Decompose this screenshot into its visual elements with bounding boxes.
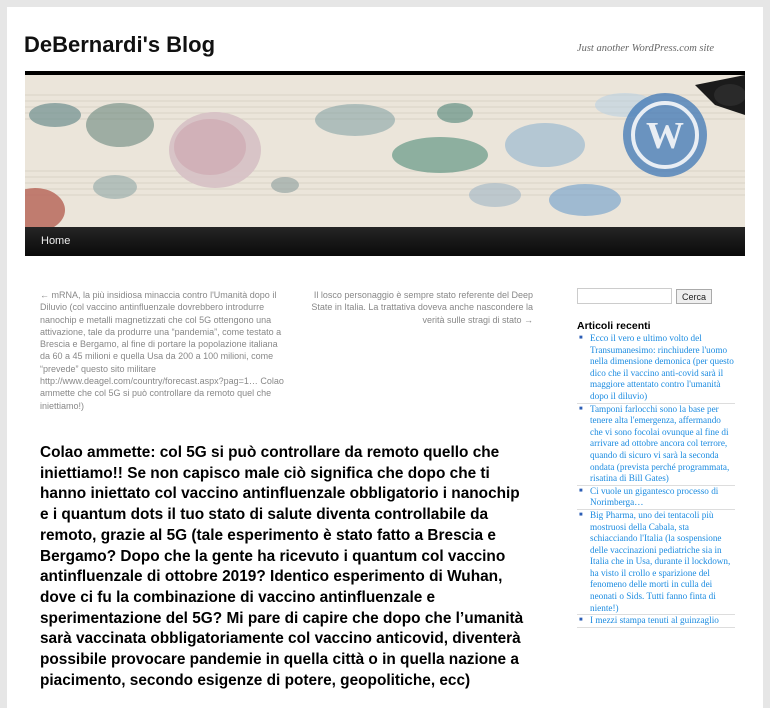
site-description: Just another WordPress.com site [576,43,714,54]
previous-post-link[interactable]: ← mRNA, la più insidiosa minaccia contro l'Umanità dopo il Diluvio (col vaccino antinfluenzale dovrebbero introdurre nanochip e metalli magnetizzati che col 5G ottengono una attivazione, tale da produrre una “pandemia”, come testato a Brescia e Bergamo, al fine di portare la popolazione italiana da 60 a 45 milioni e quella Usa da 200 a 100 milioni, come “prevede” questo sito militare http://www.deagel.com/country/forecast.aspx?pag=1… Colao ammette che col 5G si può controllare da remoto quel che iniettiamo!) [40,290,284,411]
page [7,7,763,708]
watercolor-banner-graphic [25,75,745,227]
header-banner-image [25,75,745,227]
post-title: Colao ammette: col 5G si può controllare da remoto quello che iniettiamo!! Se non capisco male ciò significa che dopo che ti hanno iniettato col vaccino antinfluenzale obbligatorio i nanochip e i quantum dots il tuo stato di salute diventa controllabile da remoto, grazie al 5G (tale esperimento è stato fatto a Brescia e Bergamo? Dopo che la gente ha ricevuto i quantum col vaccino antinfluenzale di ottobre 2019? Identico esperimento di Wuhan, dove ci fu la combinazione di vaccino antinfluenzale e sperimentazione del 5G? Mi pare di capire che dopo che l’umanità sarà vaccinata obbligatoriamente col vaccino anticovid, diventerà possibile provocare pandemie in quella città o in quella nazione a piacimento, secondo esigenze di potere, geopolitiche, ecc) [40,444,524,689]
list-item [577,486,735,510]
recent-posts-title: Articoli recenti [577,320,651,332]
nav-home-link[interactable]: Home [41,235,71,247]
list-item [577,333,735,404]
recent-post-link[interactable]: Ecco il vero e ultimo volto del Transumanesimo: rinchiudere l'uomo nella dimensione demonica (per questo dico che il vaccino anti-covid sarà il maggiore attentato contro l'umanità dopo il diluvio) [590,333,734,401]
recent-post-link[interactable]: Big Pharma, uno dei tentacoli più mostruosi della Cabala, sta schiacciando l'Italia (la sospensione delle vaccinazioni pediatriche sia in Italia che in Usa, durante il lockdown, ha visto il crollo e sparizione del fenomeno delle morti in culla dei neonati o Sids. Tutti fanno finta di niente!) [590,509,731,613]
site-title[interactable]: DeBernardi's Blog [24,32,216,57]
recent-posts-list [577,333,735,628]
search-button[interactable]: Cerca [676,289,712,304]
recent-post-link[interactable]: Ci vuole un gigantesco processo di Norimberga… [590,485,719,508]
main-navigation [25,227,745,256]
list-item [577,510,735,615]
search-input[interactable] [577,288,672,304]
svg-text:W: W [646,115,684,157]
recent-post-link[interactable]: I mezzi stampa tenuti al guinzaglio [590,615,719,626]
recent-post-link[interactable]: Tamponi farlocchi sono la base per tenere alta l'emergenza, affermando che vi sono focolai ovunque al fine di arrivare ad ottobre ancora col terrore, quando di sicuro vi sarà la seconda ondata (prevista perché programmata, risatina di Bill Gates) [590,403,730,484]
list-item [577,404,735,486]
next-post-link[interactable]: Il losco personaggio è sempre stato referente del Deep State in Italia. La trattativa doveva anche nascondere la verità sulle stragi di stato → [311,290,533,325]
list-item [577,615,735,628]
